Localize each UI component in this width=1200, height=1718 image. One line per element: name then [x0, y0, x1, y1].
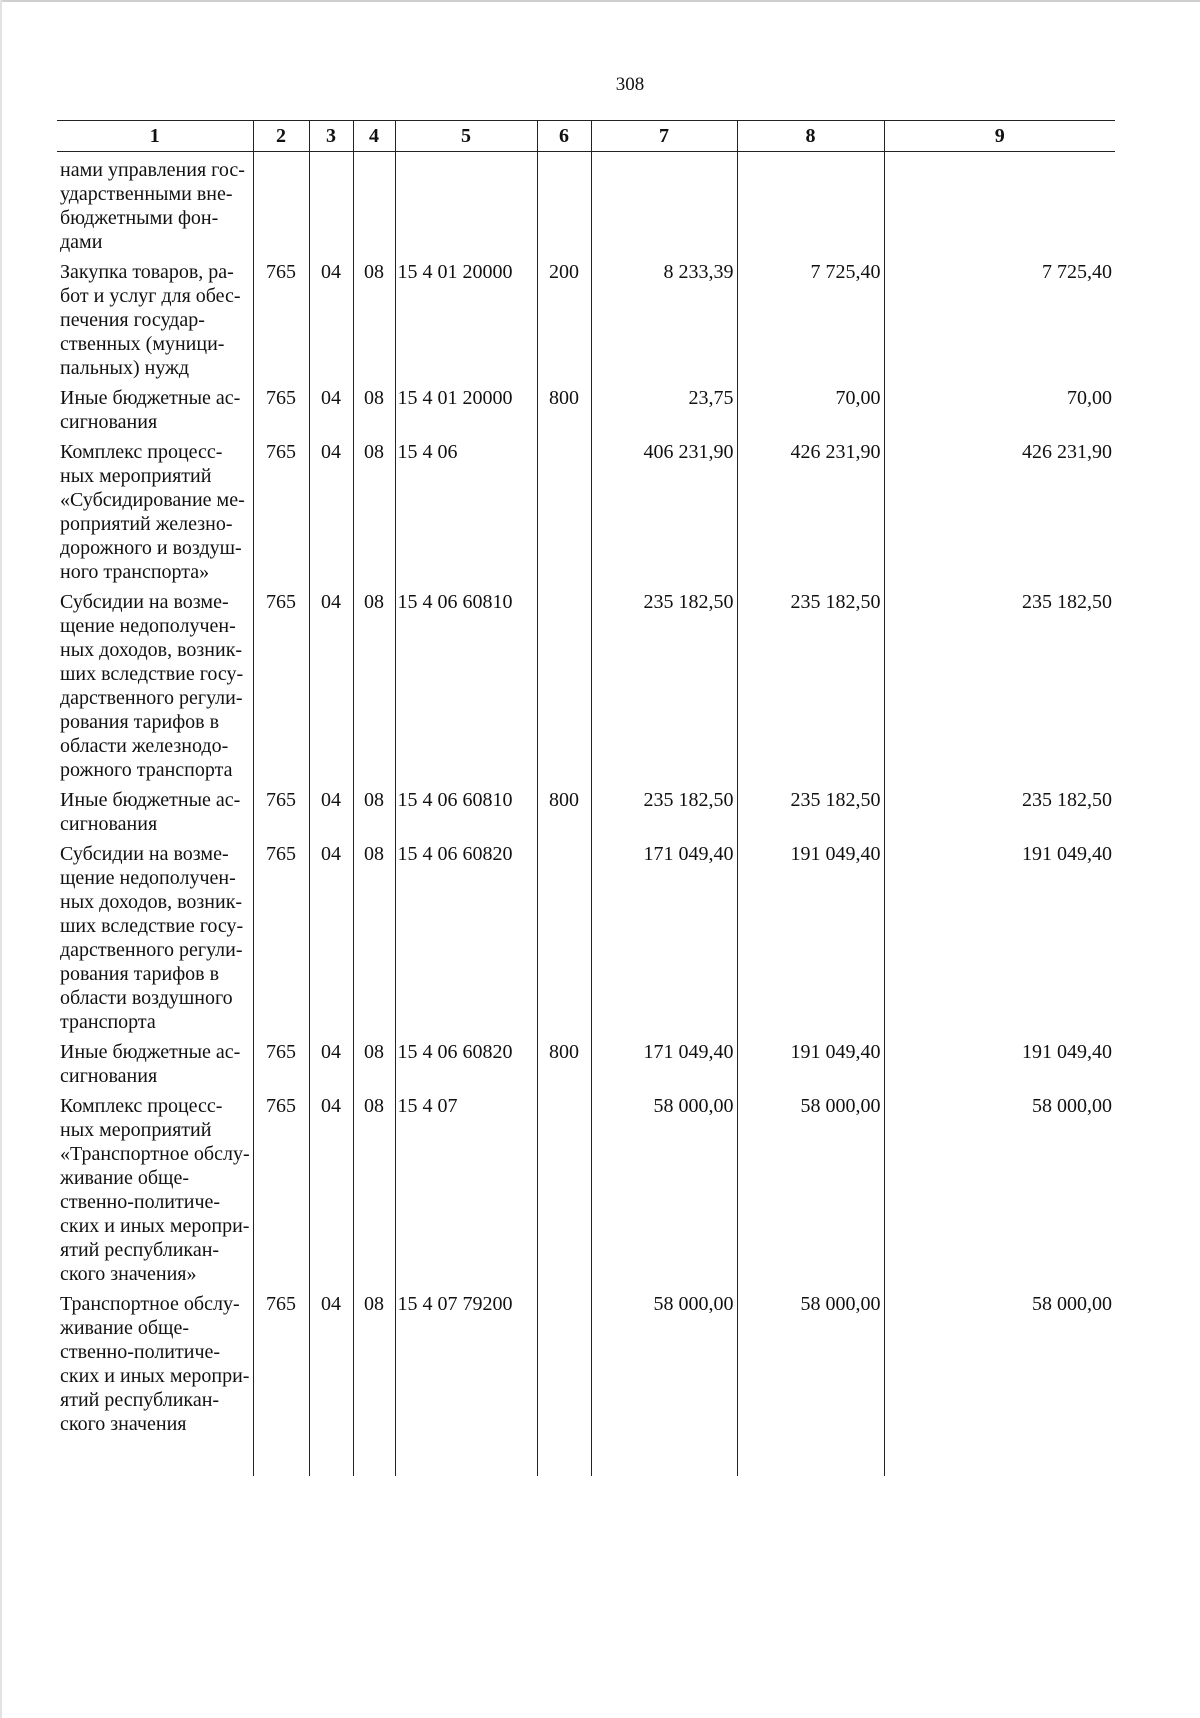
cell-amount-col9: 70,00	[884, 380, 1115, 434]
cell-amount-col7: 235 182,50	[591, 584, 737, 782]
cell-subsection: 08	[353, 782, 395, 836]
description-line: Иные бюджетные ас-	[60, 387, 241, 409]
cell-target-article: 15 4 07	[395, 1088, 537, 1286]
cell-ministry: 765	[253, 380, 309, 434]
cell-ministry: 765	[253, 1286, 309, 1436]
description-line: Комплекс процесс-	[60, 441, 223, 463]
cell-subsection: 08	[353, 380, 395, 434]
cell-amount-col7: 235 182,50	[591, 782, 737, 836]
cell-ministry: 765	[253, 1088, 309, 1286]
cell-subsection: 08	[353, 1034, 395, 1088]
cell-amount-col7: 406 231,90	[591, 434, 737, 584]
cell-section: 04	[309, 782, 353, 836]
table-row	[57, 782, 1115, 836]
column-header: 4	[353, 121, 395, 152]
cell-target-article	[395, 152, 537, 255]
cell-description	[57, 434, 253, 584]
cell-amount-col7: 58 000,00	[591, 1286, 737, 1436]
cell-amount-col9: 191 049,40	[884, 1034, 1115, 1088]
spacer-cell	[309, 1436, 353, 1476]
cell-target-article: 15 4 06 60810	[395, 782, 537, 836]
cell-description	[57, 1034, 253, 1088]
cell-expense-type	[537, 152, 591, 255]
table-row	[57, 1286, 1115, 1436]
description-line: дарственного регули-	[60, 939, 243, 961]
scan-edge-top	[0, 0, 1200, 2]
cell-target-article: 15 4 06 60820	[395, 836, 537, 1034]
cell-ministry: 765	[253, 782, 309, 836]
table-row	[57, 1034, 1115, 1088]
description-line: рования тарифов в	[60, 963, 220, 985]
description-line: роприятий железно-	[60, 513, 233, 535]
cell-amount-col8: 58 000,00	[737, 1088, 884, 1286]
cell-amount-col9: 235 182,50	[884, 584, 1115, 782]
description-line: Транспортное обслу-	[60, 1293, 240, 1315]
cell-description	[57, 380, 253, 434]
description-line: Закупка товаров, ра-	[60, 261, 234, 283]
cell-amount-col7: 171 049,40	[591, 1034, 737, 1088]
cell-amount-col9: 58 000,00	[884, 1088, 1115, 1286]
column-header: 3	[309, 121, 353, 152]
description-line: Иные бюджетные ас-	[60, 1041, 241, 1063]
table-row	[57, 254, 1115, 380]
description-line: сигнования	[60, 1065, 158, 1087]
description-line: ятий республикан-	[60, 1239, 220, 1261]
cell-section: 04	[309, 1034, 353, 1088]
description-line: ственных (муници-	[60, 333, 225, 355]
description-line: бюджетными фон-	[60, 207, 219, 229]
cell-expense-type	[537, 1088, 591, 1286]
description-line: ского значения»	[60, 1263, 197, 1285]
table-bottom-spacer	[57, 1436, 1115, 1476]
description-line: ского значения	[60, 1413, 187, 1435]
spacer-cell	[395, 1436, 537, 1476]
cell-amount-col8: 426 231,90	[737, 434, 884, 584]
cell-section: 04	[309, 434, 353, 584]
cell-amount-col7: 8 233,39	[591, 254, 737, 380]
table-row	[57, 1088, 1115, 1286]
column-header: 6	[537, 121, 591, 152]
spacer-cell	[537, 1436, 591, 1476]
description-line: ших вследствие госу-	[60, 663, 244, 685]
description-line: ных мероприятий	[60, 1119, 212, 1141]
cell-description	[57, 1088, 253, 1286]
cell-section: 04	[309, 1286, 353, 1436]
description-line: ных доходов, возник-	[60, 891, 243, 913]
description-line: дарственного регули-	[60, 687, 243, 709]
cell-expense-type: 800	[537, 380, 591, 434]
cell-section: 04	[309, 254, 353, 380]
description-line: ственно-политиче-	[60, 1341, 221, 1363]
description-line: нами управления гос-	[60, 159, 245, 181]
header-row	[57, 121, 1115, 152]
cell-expense-type	[537, 1286, 591, 1436]
description-line: рожного транспорта	[60, 759, 233, 781]
description-line: бот и услуг для обес-	[60, 285, 241, 307]
description-line: Комплекс процесс-	[60, 1095, 223, 1117]
cell-subsection: 08	[353, 434, 395, 584]
column-header: 2	[253, 121, 309, 152]
cell-target-article: 15 4 01 20000	[395, 254, 537, 380]
cell-expense-type	[537, 584, 591, 782]
cell-expense-type	[537, 434, 591, 584]
table-row	[57, 380, 1115, 434]
cell-ministry: 765	[253, 836, 309, 1034]
cell-target-article: 15 4 07 79200	[395, 1286, 537, 1436]
cell-target-article: 15 4 01 20000	[395, 380, 537, 434]
description-line: «Транспортное обслу-	[60, 1143, 250, 1165]
description-line: живание обще-	[60, 1317, 189, 1339]
cell-amount-col8: 70,00	[737, 380, 884, 434]
spacer-cell	[57, 1436, 253, 1476]
column-header: 5	[395, 121, 537, 152]
page-number: 308	[615, 74, 645, 95]
spacer-cell	[737, 1436, 884, 1476]
cell-amount-col7: 171 049,40	[591, 836, 737, 1034]
description-line: сигнования	[60, 813, 158, 835]
column-header: 9	[884, 121, 1115, 152]
cell-subsection: 08	[353, 584, 395, 782]
cell-expense-type: 800	[537, 1034, 591, 1088]
description-line: ных мероприятий	[60, 465, 212, 487]
cell-description	[57, 782, 253, 836]
cell-amount-col7: 23,75	[591, 380, 737, 434]
scan-edge-left	[0, 0, 2, 1718]
cell-ministry: 765	[253, 584, 309, 782]
cell-subsection: 08	[353, 254, 395, 380]
description-line: рования тарифов в	[60, 711, 220, 733]
description-line: ских и иных меропри-	[60, 1215, 250, 1237]
table-row	[57, 152, 1115, 255]
spacer-cell	[884, 1436, 1115, 1476]
cell-ministry: 765	[253, 1034, 309, 1088]
cell-expense-type: 800	[537, 782, 591, 836]
description-line: печения государ-	[60, 309, 205, 331]
cell-description	[57, 152, 253, 255]
budget-table	[57, 120, 1115, 1476]
cell-amount-col8: 191 049,40	[737, 1034, 884, 1088]
cell-section: 04	[309, 584, 353, 782]
description-line: ских и иных меропри-	[60, 1365, 250, 1387]
cell-amount-col8: 235 182,50	[737, 584, 884, 782]
cell-ministry: 765	[253, 434, 309, 584]
cell-ministry: 765	[253, 254, 309, 380]
description-line: ших вследствие госу-	[60, 915, 244, 937]
cell-expense-type	[537, 836, 591, 1034]
table-row	[57, 434, 1115, 584]
description-line: живание обще-	[60, 1167, 189, 1189]
cell-section: 04	[309, 836, 353, 1034]
cell-subsection: 08	[353, 1286, 395, 1436]
description-line: Субсидии на возме-	[60, 591, 229, 613]
table-row	[57, 836, 1115, 1034]
cell-amount-col8: 58 000,00	[737, 1286, 884, 1436]
description-line: дорожного и воздуш-	[60, 537, 242, 559]
cell-description	[57, 1286, 253, 1436]
cell-target-article: 15 4 06 60820	[395, 1034, 537, 1088]
description-line: ных доходов, возник-	[60, 639, 243, 661]
cell-ministry	[253, 152, 309, 255]
cell-subsection: 08	[353, 836, 395, 1034]
cell-description	[57, 584, 253, 782]
cell-amount-col9	[884, 152, 1115, 255]
description-line: Иные бюджетные ас-	[60, 789, 241, 811]
cell-amount-col8: 7 725,40	[737, 254, 884, 380]
column-header: 1	[57, 121, 253, 152]
description-line: сигнования	[60, 411, 158, 433]
cell-amount-col8: 235 182,50	[737, 782, 884, 836]
cell-expense-type: 200	[537, 254, 591, 380]
spacer-cell	[253, 1436, 309, 1476]
column-header: 8	[737, 121, 884, 152]
cell-description	[57, 836, 253, 1034]
cell-amount-col7: 58 000,00	[591, 1088, 737, 1286]
column-header: 7	[591, 121, 737, 152]
description-line: Субсидии на возме-	[60, 843, 229, 865]
description-line: пальных) нужд	[60, 357, 190, 379]
cell-description	[57, 254, 253, 380]
cell-amount-col8	[737, 152, 884, 255]
description-line: щение недополучен-	[60, 615, 236, 637]
description-line: ного транспорта»	[60, 561, 210, 583]
description-line: ственно-политиче-	[60, 1191, 221, 1213]
cell-amount-col9: 58 000,00	[884, 1286, 1115, 1436]
cell-amount-col8: 191 049,40	[737, 836, 884, 1034]
cell-amount-col9: 235 182,50	[884, 782, 1115, 836]
description-line: транспорта	[60, 1011, 156, 1033]
spacer-cell	[353, 1436, 395, 1476]
table-body	[57, 152, 1115, 1477]
cell-target-article: 15 4 06 60810	[395, 584, 537, 782]
cell-subsection: 08	[353, 1088, 395, 1286]
cell-section: 04	[309, 380, 353, 434]
description-line: области железнодо-	[60, 735, 229, 757]
cell-amount-col7	[591, 152, 737, 255]
cell-section: 04	[309, 1088, 353, 1286]
description-line: области воздушного	[60, 987, 233, 1009]
spacer-cell	[591, 1436, 737, 1476]
cell-amount-col9: 426 231,90	[884, 434, 1115, 584]
cell-section	[309, 152, 353, 255]
cell-amount-col9: 191 049,40	[884, 836, 1115, 1034]
description-line: ударственными вне-	[60, 183, 233, 205]
cell-target-article: 15 4 06	[395, 434, 537, 584]
description-line: «Субсидирование ме-	[60, 489, 245, 511]
description-line: щение недополучен-	[60, 867, 236, 889]
table-row	[57, 584, 1115, 782]
description-line: дами	[60, 231, 103, 253]
description-line: ятий республикан-	[60, 1389, 220, 1411]
cell-subsection	[353, 152, 395, 255]
cell-amount-col9: 7 725,40	[884, 254, 1115, 380]
